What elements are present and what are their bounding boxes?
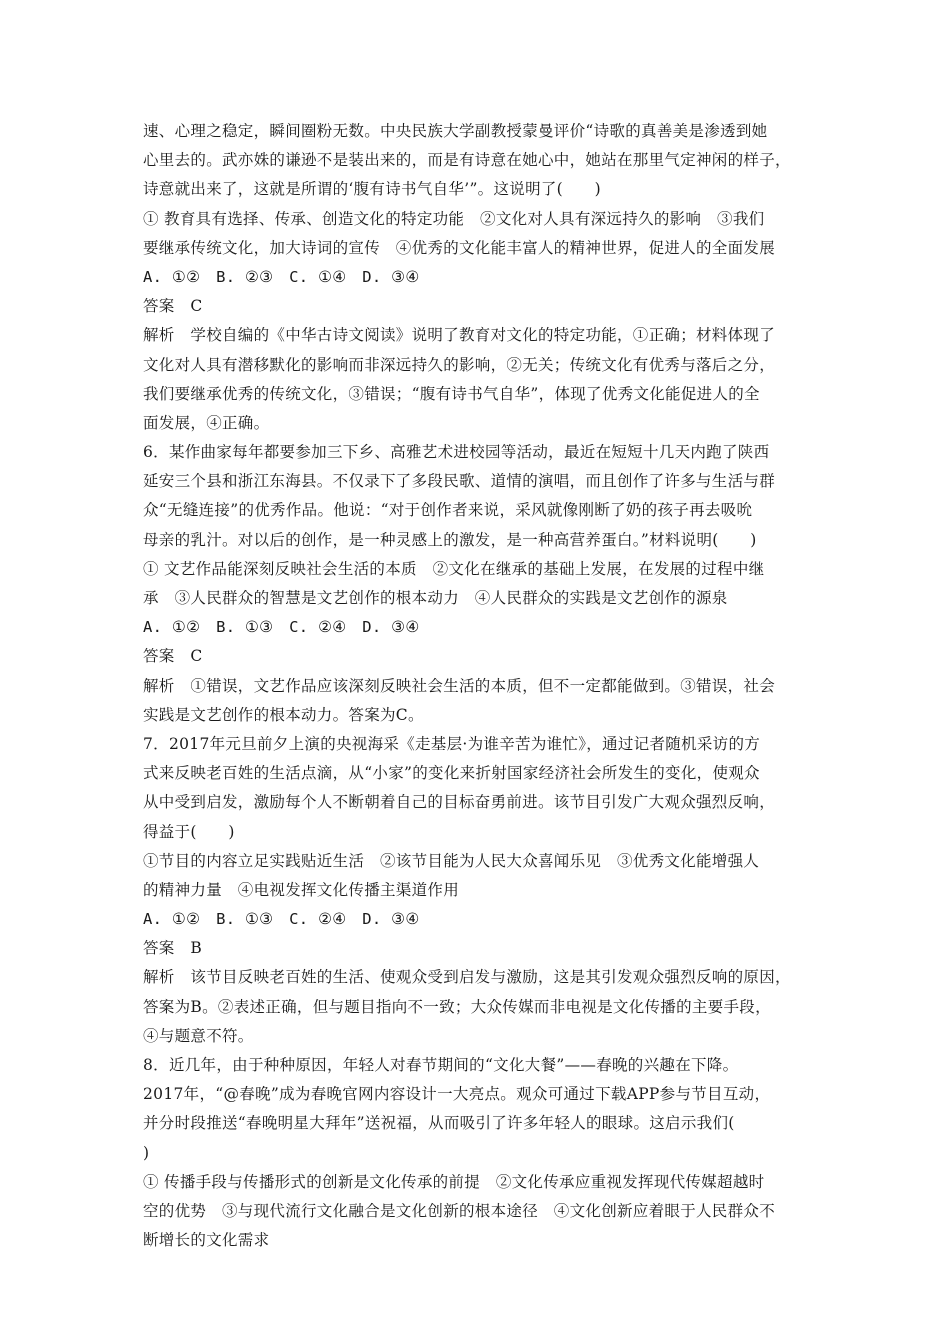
q7-stem-line-3: 从中受到启发，激励每个人不断朝着自己的目标奋勇前进。该节目引发广大观众强烈反响， xyxy=(143,793,776,812)
q5-explanation-line-4: 面发展，④正确。 xyxy=(143,413,270,432)
q6-options: A. ①② B. ①③ C. ②④ D. ③④ xyxy=(143,618,420,637)
q6-stem-line-4: 母亲的乳汁。对以后的创作，是一种灵感上的激发，是一种高营养蛋白。”材料说明( ) xyxy=(143,530,757,549)
q8-statements-line-1: ① 传播手段与传播形式的创新是文化传承的前提 ②文化传承应重视发挥现代传媒超越时 xyxy=(143,1172,765,1191)
q7-stem-line-1: 7．2017年元旦前夕上演的央视海采《走基层·为谁辛苦为谁忙》，通过记者随机采访的方 xyxy=(143,734,761,753)
q8-stem-line-3: 并分时段推送“春晚明星大拜年”送祝福，从而吸引了许多年轻人的眼球。这启示我们( xyxy=(143,1114,735,1133)
q5-stem-line-1: 速、心理之稳定，瞬间圈粉无数。中央民族大学副教授蒙曼评价“诗歌的真善美是渗透到她 xyxy=(143,122,768,140)
q5-stem-line-2: 心里去的。武亦姝的谦逊不是装出来的，而是有诗意在她心中，她站在那里气定神闲的样子， xyxy=(143,151,791,170)
q7-explanation-line-3: ④与题意不符。 xyxy=(143,1026,254,1045)
q5-statements-line-2: 要继承传统文化，加大诗词的宣传 ④优秀的文化能丰富人的精神世界，促进人的全面发展 xyxy=(143,238,776,257)
q5-explanation-line-3: 我们要继承优秀的传统文化，③错误；“腹有诗书气自华”，体现了优秀文化能促进人的全 xyxy=(143,384,760,403)
q6-statements-line-2: 承 ③人民群众的智慧是文艺创作的根本动力 ④人民群众的实践是文艺创作的源泉 xyxy=(143,589,728,607)
q8-statements-line-2: 空的优势 ③与现代流行文化融合是文化创新的根本途径 ④文化创新应着眼于人民群众不 xyxy=(143,1201,776,1220)
q6-explanation-line-2: 实践是文艺创作的根本动力。答案为C。 xyxy=(143,705,424,724)
q8-stem-line-4: ) xyxy=(143,1143,150,1162)
q6-stem-line-1: 6．某作曲家每年都要参加三下乡、高雅艺术进校园等活动，最近在短短十几天内跑了陕西 xyxy=(143,443,770,462)
q7-statements-line-1: ①节目的内容立足实践贴近生活 ②该节目能为人民大众喜闻乐见 ③优秀文化能增强人 xyxy=(143,851,760,870)
q6-stem-line-3: 众“无缝连接”的优秀作品。他说：“对于创作者来说，采风就像刚断了奶的孩子再去吸吮 xyxy=(143,501,753,520)
q6-statements-line-1: ① 文艺作品能深刻反映社会生活的本质 ②文化在继承的基础上发展，在发展的过程中继 xyxy=(143,559,765,578)
q5-stem-line-3: 诗意就出来了，这就是所谓的‘腹有诗书气自华’”。这说明了( ) xyxy=(143,180,601,199)
q7-answer: 答案 B xyxy=(143,939,203,958)
q8-stem-line-2: 2017年，“@春晚”成为春晚官网内容设计一大亮点。观众可通过下载APP参与节目互动， xyxy=(143,1085,771,1104)
q7-explanation-line-1: 解析 该节目反映老百姓的生活、使观众受到启发与激励，这是其引发观众强烈反响的原因， xyxy=(143,968,791,987)
q5-explanation-line-1: 解析 学校自编的《中华古诗文阅读》说明了教育对文化的特定功能，①正确；材料体现了 xyxy=(143,326,776,345)
q5-statements-line-1: ① 教育具有选择、传承、创造文化的特定功能 ②文化对人具有深远持久的影响 ③我们 xyxy=(143,209,765,228)
q5-explanation-line-2: 文化对人具有潜移默化的影响而非深远持久的影响，②无关；传统文化有优秀与落后之分， xyxy=(143,355,776,374)
q6-stem-line-2: 延安三个县和浙江东海县。不仅录下了多段民歌、道情的演唱，而且创作了许多与生活与群 xyxy=(143,472,776,491)
q6-explanation-line-1: 解析 ①错误，文艺作品应该深刻反映社会生活的本质，但不一定都能做到。③错误，社会 xyxy=(143,676,776,695)
q5-options: A. ①② B. ②③ C. ①④ D. ③④ xyxy=(143,267,420,286)
q7-explanation-line-2: 答案为B。②表述正确，但与题目指向不一致；大众传媒而非电视是文化传播的主要手段， xyxy=(143,997,771,1016)
q8-stem-line-1: 8．近几年，由于种种原因，年轻人对春节期间的“文化大餐”——春晚的兴趣在下降。 xyxy=(143,1056,739,1074)
q7-options: A. ①② B. ①③ C. ②④ D. ③④ xyxy=(143,910,420,929)
document-page xyxy=(143,117,823,1255)
q5-answer: 答案 C xyxy=(143,297,203,316)
q8-statements-line-3: 断增长的文化需求 xyxy=(143,1231,270,1250)
q6-answer: 答案 C xyxy=(143,647,203,666)
q7-statements-line-2: 的精神力量 ④电视发挥文化传播主渠道作用 xyxy=(143,880,460,899)
q7-stem-line-2: 式来反映老百姓的生活点滴，从“小家”的变化来折射国家经济社会所发生的变化，使观众 xyxy=(143,764,760,783)
q7-stem-line-4: 得益于( ) xyxy=(143,822,235,841)
